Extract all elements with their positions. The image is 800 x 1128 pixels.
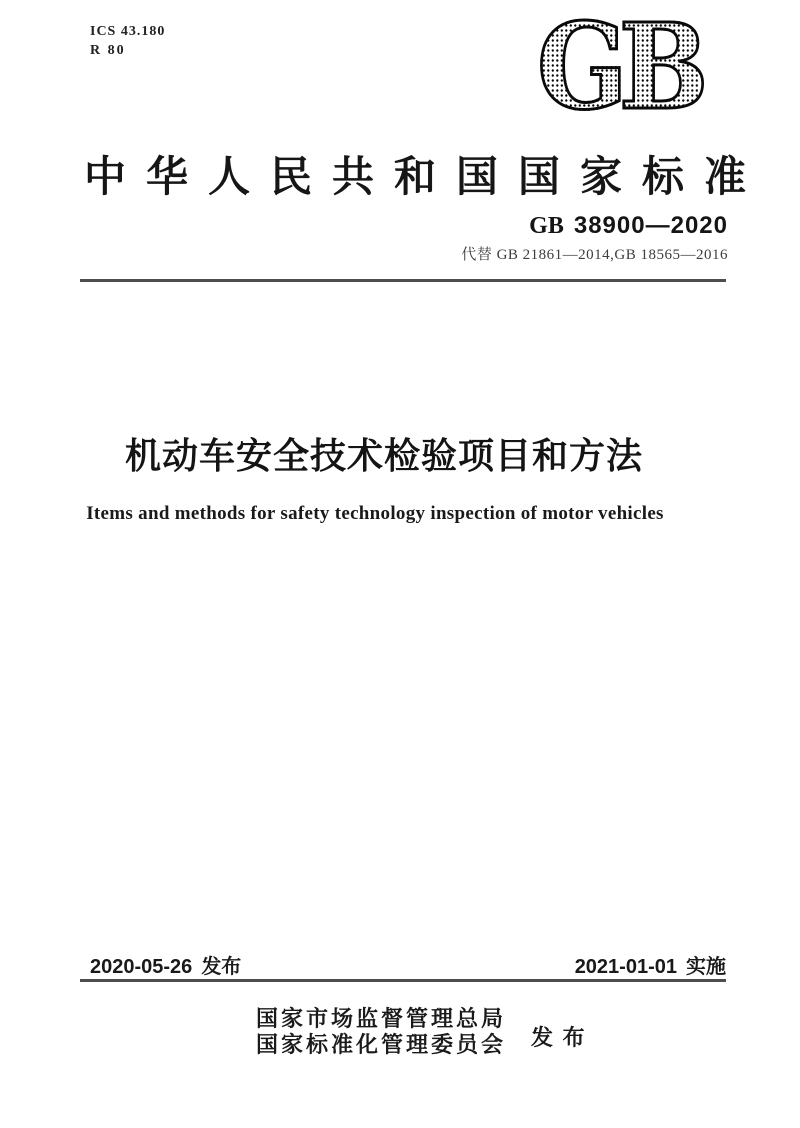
gb-standard-logo: GB bbox=[537, 0, 700, 136]
document-title-en: Items and methods for safety technology inspection of motor vehicles bbox=[86, 503, 664, 524]
implementation-date-label: 实施 bbox=[686, 956, 726, 978]
standard-code-prefix: GB bbox=[529, 213, 564, 239]
issuers-block bbox=[256, 1006, 506, 1058]
issue-date: 2020-05-26 bbox=[90, 956, 193, 978]
implementation-date: 2021-01-01 bbox=[574, 956, 677, 978]
issuer-line-1: 国家市场监督管理总局 bbox=[256, 1006, 507, 1031]
header-divider bbox=[80, 279, 726, 282]
release-label: 发 布 bbox=[531, 1025, 587, 1050]
document-title-cn: 机动车安全技术检验项目和方法 bbox=[124, 435, 643, 476]
issue-date-group bbox=[90, 950, 241, 979]
national-standard-header: 中华人民共和国国家标准 bbox=[84, 155, 767, 201]
standard-code bbox=[529, 212, 728, 240]
issuer-line-2: 国家标准化管理委员会 bbox=[256, 1032, 507, 1057]
replaces-note: 代替 GB 21861—2014,GB 18565—2016 bbox=[461, 247, 728, 263]
ics-code: ICS 43.180 bbox=[90, 24, 166, 39]
implementation-date-group bbox=[575, 950, 726, 979]
standard-code-number: 38900—2020 bbox=[573, 212, 728, 239]
footer-divider bbox=[80, 979, 726, 982]
classification-code: R 80 bbox=[90, 43, 126, 58]
issue-date-label: 发布 bbox=[201, 956, 242, 978]
